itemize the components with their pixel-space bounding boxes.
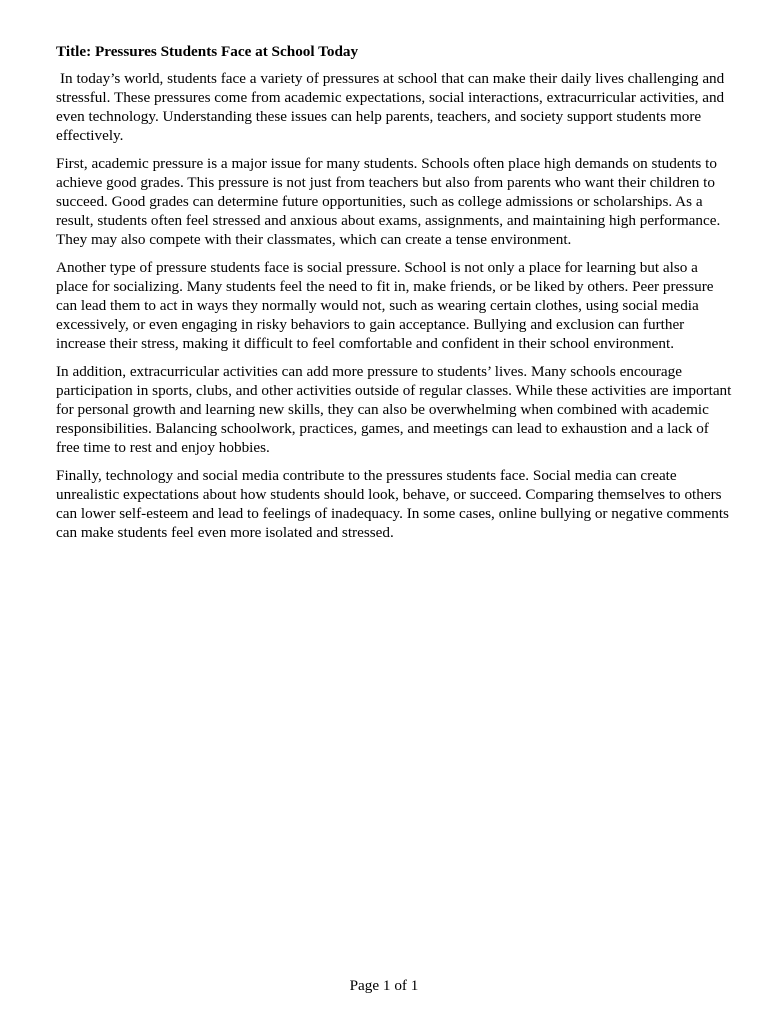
paragraph-technology: Finally, technology and social media contribute to the pressures students face. Social media can create unrealistic expectations about how students should look, behave, or succeed. Comparing themselves to others can lower self-esteem and lead to feelings of inadequacy. In some cases, online bullying or negative comments can make students feel even more isolated and stressed.: [56, 467, 729, 541]
paragraph-academic-pressure: First, academic pressure is a major issue for many students. Schools often place high demands on students to achieve good grades. This pressure is not just from teachers but also from parents who want their children to succeed. Good grades can determine future opportunities, such as college admissions or scholarships. As a result, students often feel stressed and anxious about exams, assignments, and maintaining high performance. They may also compete with their classmates, which can create a tense environment.: [56, 155, 721, 248]
paragraph-extracurricular: In addition, extracurricular activities can add more pressure to students’ lives. Many schools encourage participation in sports, clubs, and other activities outside of regular classes. While these activities are important for personal growth and learning new skills, they can also be overwhelming when combined with academic responsibilities. Balancing schoolwork, practices, games, and meetings can lead to exhaustion and a lack of free time to rest and enjoy hobbies.: [56, 363, 732, 456]
paragraph-social-pressure: Another type of pressure students face is social pressure. School is not only a place for learning but also a place for socializing. Many students feel the need to fit in, make friends, or be liked by others. Peer pressure can lead them to act in ways they normally would not, such as wearing certain clothes, using social media excessively, or even engaging in risky behaviors to gain acceptance. Bullying and exclusion can further increase their stress, making it difficult to feel comfortable and confident in their school environment.: [56, 259, 714, 352]
document-body: [56, 42, 732, 552]
page-number-footer: Page 1 of 1: [349, 977, 419, 994]
document-title: Title: Pressures Students Face at School Today: [56, 43, 359, 60]
paragraph-intro: In today’s world, students face a variety of pressures at school that can make their daily lives challenging and stressful. These pressures come from academic expectations, social interactions, extracurricular activities, and even technology. Understanding these issues can help parents, teachers, and society support students more effectively.: [56, 70, 725, 144]
